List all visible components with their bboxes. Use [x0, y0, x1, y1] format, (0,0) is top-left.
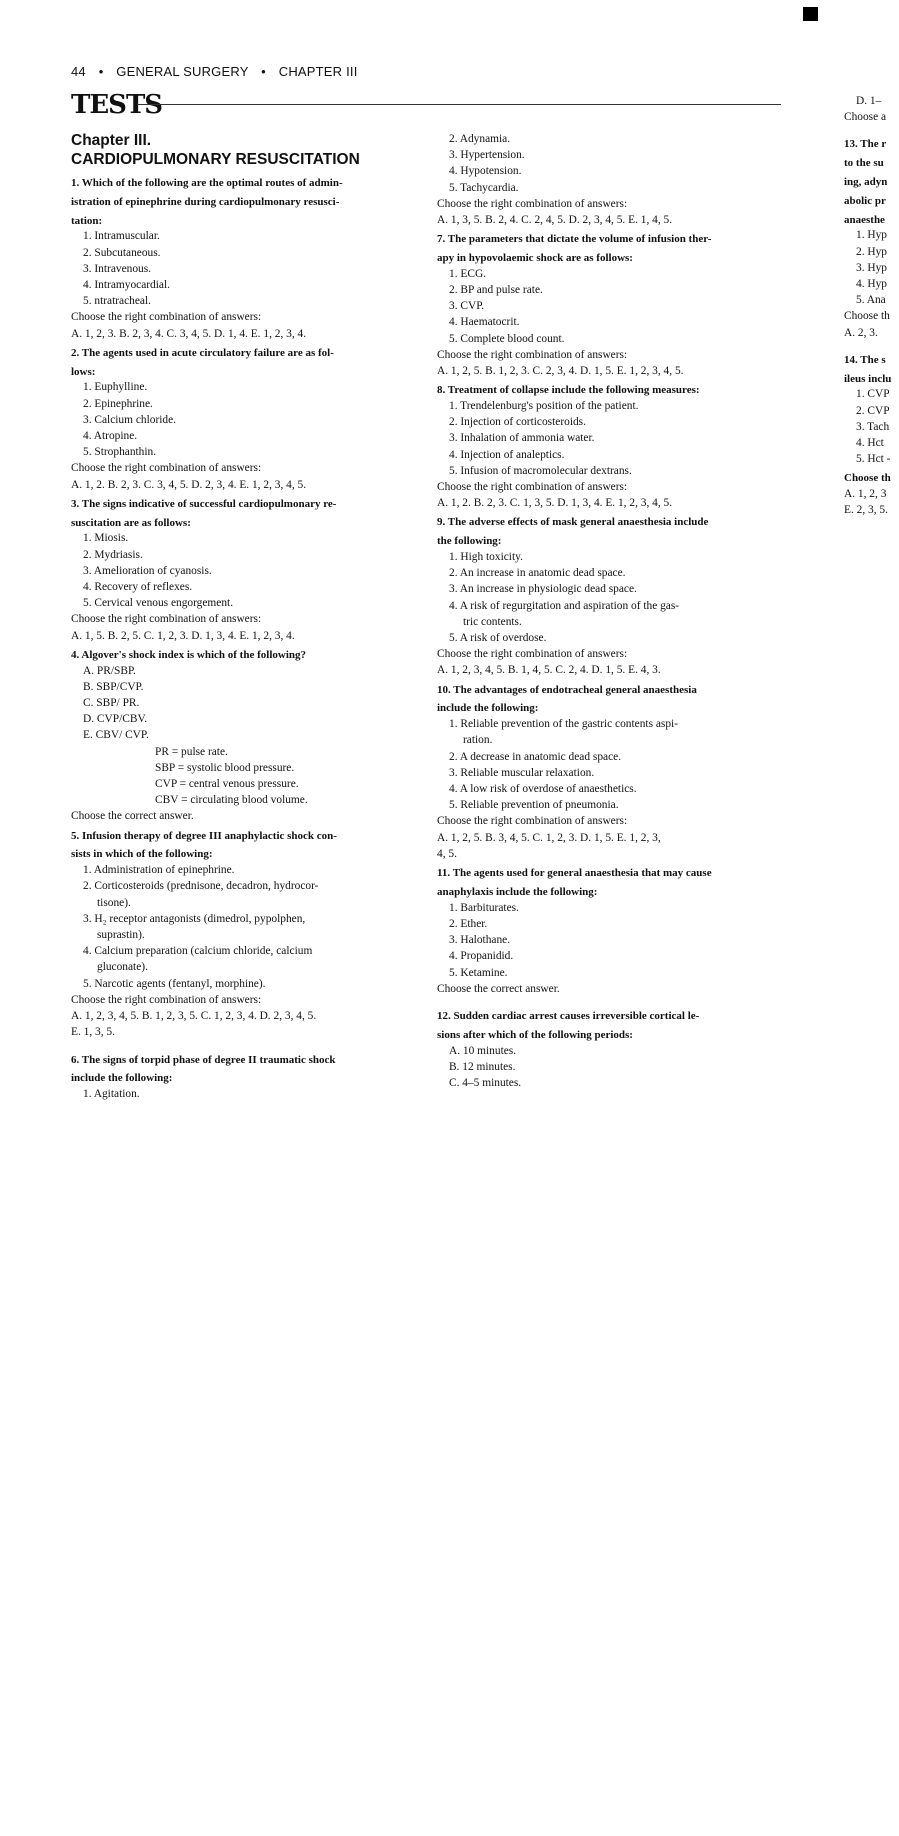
option-line: 3. Reliable muscular relaxation. [449, 766, 595, 779]
question-line: istration of epinephrine during cardiopulmonary resusci- [71, 195, 340, 208]
answer-line: Choose the right combination of answers: [437, 648, 628, 661]
question-line: 14. The s [844, 353, 886, 366]
question-line: 1. Which of the following are the optimal routes of admin- [71, 177, 343, 189]
option-line: 3. CVP. [449, 300, 485, 313]
option-line: 3. Hyp [856, 261, 888, 274]
question-line: sists in which of the following: [71, 848, 213, 861]
option-line: 3. H₂ receptor antagonists (dimedrol, pypolphen, [83, 912, 306, 925]
answer-line: E. 2, 3, 5. [844, 504, 888, 517]
option-line: 5. ntratracheal. [83, 295, 151, 308]
option-line: 4. Injection of analeptics. [449, 448, 565, 461]
option-line: C. 4–5 minutes. [449, 1076, 522, 1089]
option-line: 4. Atropine. [83, 430, 138, 443]
question-line: ileus inclu [844, 372, 892, 385]
question-line: suscitation are as follows: [71, 516, 191, 529]
option-line: 3. Halothane. [449, 934, 511, 947]
option-line: 4. Hct [856, 437, 884, 450]
tests-heading: TESTS [71, 90, 163, 120]
option-line: 1. Agitation. [83, 1088, 140, 1101]
option-line: 1. Miosis. [83, 532, 129, 545]
option-line: 2. Subcutaneous. [83, 246, 161, 259]
answer-line: A. 1, 2, 5. B. 3, 4, 5. C. 1, 2, 3. D. 1, 5. E. 1, 2, 3, [437, 831, 661, 844]
option-line: 4. Propanidid. [449, 950, 514, 963]
question-line: include the following: [71, 1072, 173, 1085]
answer-line: 4, 5. [437, 847, 457, 860]
question-line: anaesthe [844, 213, 885, 226]
column-middle [437, 131, 782, 1091]
column-left-lines [71, 176, 416, 1102]
option-line: D. CVP/CBV. [83, 713, 148, 726]
option-line: 4. A risk of regurgitation and aspiration of the gas- [449, 599, 680, 612]
option-line: 3. Tach [856, 420, 890, 433]
option-line: 4. Recovery of reflexes. [83, 581, 193, 594]
option-line: 5. A risk of overdose. [449, 632, 547, 645]
option-line: 3. Hypertension. [449, 149, 525, 162]
answer-line: A. 1, 2, 3 [844, 488, 887, 501]
answer-line: A. 1, 2, 5. B. 1, 2, 3. C. 2, 3, 4. D. 1, 5. E. 1, 2, 3, 4, 5. [437, 365, 684, 378]
option-continuation: tisone). [97, 896, 131, 909]
answer-line: Choose the correct answer. [71, 810, 194, 823]
option-line: 1. Barbiturates. [449, 901, 519, 914]
option-line: 4. Haematocrit. [449, 316, 520, 329]
answer-line: A. 1, 2, 3. B. 2, 3, 4. C. 3, 4, 5. D. 1, 4. E. 1, 2, 3, 4. [71, 327, 307, 340]
option-line: 5. Cervical venous engorgement. [83, 597, 234, 610]
option-line: 3. Calcium chloride. [83, 413, 176, 426]
column-left [71, 131, 416, 1102]
option-continuation: ration. [463, 734, 493, 747]
option-line: 2. Ether. [449, 917, 488, 930]
answer-line: Choose the right combination of answers: [71, 311, 262, 324]
answer-line: Choose the right combination of answers: [71, 993, 262, 1006]
option-line: 2. BP and pulse rate. [449, 284, 543, 297]
question-line: 9. The adverse effects of mask general anaesthesia include [437, 516, 709, 529]
option-line: 2. Hyp [856, 245, 888, 258]
chapter-title-line: Chapter III. [71, 132, 152, 149]
option-line: D. 1– [856, 95, 882, 107]
option-line: 2. Corticosteroids (prednisone, decadron, hydrocor- [83, 880, 319, 893]
option-line: E. CBV/ CVP. [83, 729, 149, 742]
answer-line: Choose the right combination of answers: [437, 481, 628, 494]
option-line: A. PR/SBP. [83, 664, 136, 677]
question-line: the following: [437, 535, 502, 548]
question-line: lows: [71, 365, 96, 378]
option-line: 4. Hypotension. [449, 165, 522, 178]
option-line: 4. Intramyocardial. [83, 279, 170, 291]
chapter-title [71, 131, 416, 169]
question-line: 3. The signs indicative of successful cardiopulmonary re- [71, 497, 337, 510]
question-line: 11. The agents used for general anaesthesia that may cause [437, 867, 712, 880]
option-line: 5. Strophanthin. [83, 446, 157, 459]
question-line: 13. The r [844, 138, 887, 151]
option-line: 5. Narcotic agents (fentanyl, morphine). [83, 977, 266, 990]
option-line: 1. Reliable prevention of the gastric contents aspi- [449, 718, 679, 731]
option-line: 4. Hyp [856, 278, 888, 290]
answer-line: A. 1, 2, 3, 4, 5. B. 1, 2, 3, 5. C. 1, 2, 3, 4. D. 2, 3, 4, 5. [71, 1010, 317, 1023]
option-line: 3. Inhalation of ammonia water. [449, 432, 595, 445]
answer-line: A. 2, 3. [844, 326, 878, 339]
definition-line: PR = pulse rate. [155, 745, 228, 758]
option-line: 4. Calcium preparation (calcium chloride, calcium [83, 945, 313, 958]
option-line: C. SBP/ PR. [83, 697, 140, 710]
option-line: 1. High toxicity. [449, 551, 523, 564]
option-line: 5. Ana [856, 294, 886, 307]
option-line: 2. An increase in anatomic dead space. [449, 567, 626, 580]
option-line: 5. Hct - [856, 453, 891, 466]
answer-line: A. 1, 5. B. 2, 5. C. 1, 2, 3. D. 1, 3, 4. E. 1, 2, 3, 4. [71, 629, 295, 642]
question-line: apy in hypovolaemic shock are as follows: [437, 252, 633, 265]
option-line: 1. Intramuscular. [83, 230, 160, 243]
answer-line: Choose the right combination of answers: [437, 815, 628, 828]
option-line: B. 12 minutes. [449, 1060, 516, 1073]
option-line: B. SBP/CVP. [83, 680, 144, 693]
spacer [71, 1041, 416, 1049]
option-line: 2. Injection of corticosteroids. [449, 416, 586, 429]
page-number: 44 [71, 64, 86, 79]
question-line: ing, adyn [844, 176, 888, 188]
option-line: 5. Reliable prevention of pneumonia. [449, 799, 619, 812]
option-line: 4. A low risk of overdose of anaesthetics. [449, 783, 637, 796]
option-line: 2. A decrease in anatomic dead space. [449, 750, 622, 763]
option-line: 1. ECG. [449, 267, 487, 280]
question-line: 2. The agents used in acute circulatory failure are as fol- [71, 346, 334, 359]
answer-line: A. 1, 2. B. 2, 3. C. 3, 4, 5. D. 2, 3, 4. E. 1, 2, 3, 4, 5. [71, 478, 307, 491]
option-line: 2. Mydriasis. [83, 548, 143, 561]
option-line: 2. Epinephrine. [83, 397, 153, 410]
question-line: 4. Algover's shock index is which of the following? [71, 648, 306, 661]
option-line: A. 10 minutes. [449, 1044, 517, 1057]
question-line: to the su [844, 157, 884, 170]
option-line: 1. Administration of epinephrine. [83, 864, 235, 877]
option-line: 2. Adynamia. [449, 133, 511, 145]
answer-line: E. 1, 3, 5. [71, 1026, 115, 1039]
spacer [844, 341, 899, 349]
answer-line: A. 1, 2. B. 2, 3. C. 1, 3, 5. D. 1, 3, 4. E. 1, 2, 3, 4, 5. [437, 497, 673, 510]
answer-line: Choose the right combination of answers: [437, 348, 628, 361]
option-continuation: tric contents. [463, 615, 522, 628]
chapter-label: CHAPTER III [278, 64, 358, 79]
option-line: 3. Amelioration of cyanosis. [83, 564, 212, 577]
header-bullet: • [98, 64, 104, 79]
column-middle-lines [437, 131, 782, 1091]
question-line: 10. The advantages of endotracheal general anaesthesia [437, 683, 697, 696]
question-line: tation: [71, 214, 103, 227]
definition-line: CVP = central venous pressure. [155, 778, 299, 791]
answer-line: A. 1, 2, 3, 4, 5. B. 1, 4, 5. C. 2, 4. D. 1, 5. E. 4, 3. [437, 664, 661, 677]
question-line: 7. The parameters that dictate the volume of infusion ther- [437, 233, 712, 246]
running-header [71, 64, 358, 79]
option-line: 1. Euphylline. [83, 381, 148, 394]
question-line: anaphylaxis include the following: [437, 885, 598, 898]
option-continuation: gluconate). [97, 961, 148, 974]
option-line: 5. Infusion of macromolecular dextrans. [449, 464, 632, 477]
chapter-title-line: CARDIOPULMONARY RESUSCITATION [71, 151, 360, 168]
question-line: 6. The signs of torpid phase of degree II traumatic shock [71, 1053, 336, 1066]
question-line: Choose th [844, 472, 891, 485]
book-title: GENERAL SURGERY [116, 64, 249, 79]
option-line: 2. CVP [856, 404, 890, 417]
question-line: 5. Infusion therapy of degree III anaphylactic shock con- [71, 829, 337, 842]
option-line: 3. Intravenous. [83, 262, 152, 275]
option-line: 3. An increase in physiologic dead space. [449, 583, 637, 596]
answer-line: Choose the correct answer. [437, 982, 560, 995]
corner-mark [803, 7, 818, 21]
question-line: 12. Sudden cardiac arrest causes irreversible cortical le- [437, 1009, 700, 1022]
option-line: 5. Complete blood count. [449, 332, 565, 345]
definition-line: CBV = circulating blood volume. [155, 794, 308, 807]
question-line: abolic pr [844, 194, 886, 207]
answer-line: Choose the right combination of answers: [71, 613, 262, 626]
header-bullet: • [261, 64, 266, 79]
option-line: 5. Ketamine. [449, 966, 508, 979]
answer-line: Choose the right combination of answers: [437, 197, 628, 210]
definition-line: SBP = systolic blood pressure. [155, 761, 295, 774]
answer-line: A. 1, 3, 5. B. 2, 4. C. 2, 4, 5. D. 2, 3, 4, 5. E. 1, 4, 5. [437, 214, 673, 227]
spacer [844, 125, 899, 133]
answer-line: Choose the right combination of answers: [71, 462, 262, 475]
option-line: 5. Tachycardia. [449, 181, 519, 194]
option-line: 1. Hyp [856, 229, 888, 242]
question-line: 8. Treatment of collapse include the following measures: [437, 384, 700, 397]
column-right-cropped [844, 93, 899, 519]
option-continuation: suprastin). [97, 929, 145, 942]
answer-line: Choose a [844, 111, 887, 124]
column-right-lines [844, 93, 899, 519]
option-line: 1. CVP [856, 388, 890, 401]
option-line: 1. Trendelenburg's position of the patient. [449, 400, 639, 413]
question-line: include the following: [437, 702, 539, 715]
spacer [437, 997, 782, 1005]
heading-rule [137, 104, 781, 105]
question-line: sions after which of the following periods: [437, 1028, 633, 1041]
answer-line: Choose th [844, 310, 890, 323]
